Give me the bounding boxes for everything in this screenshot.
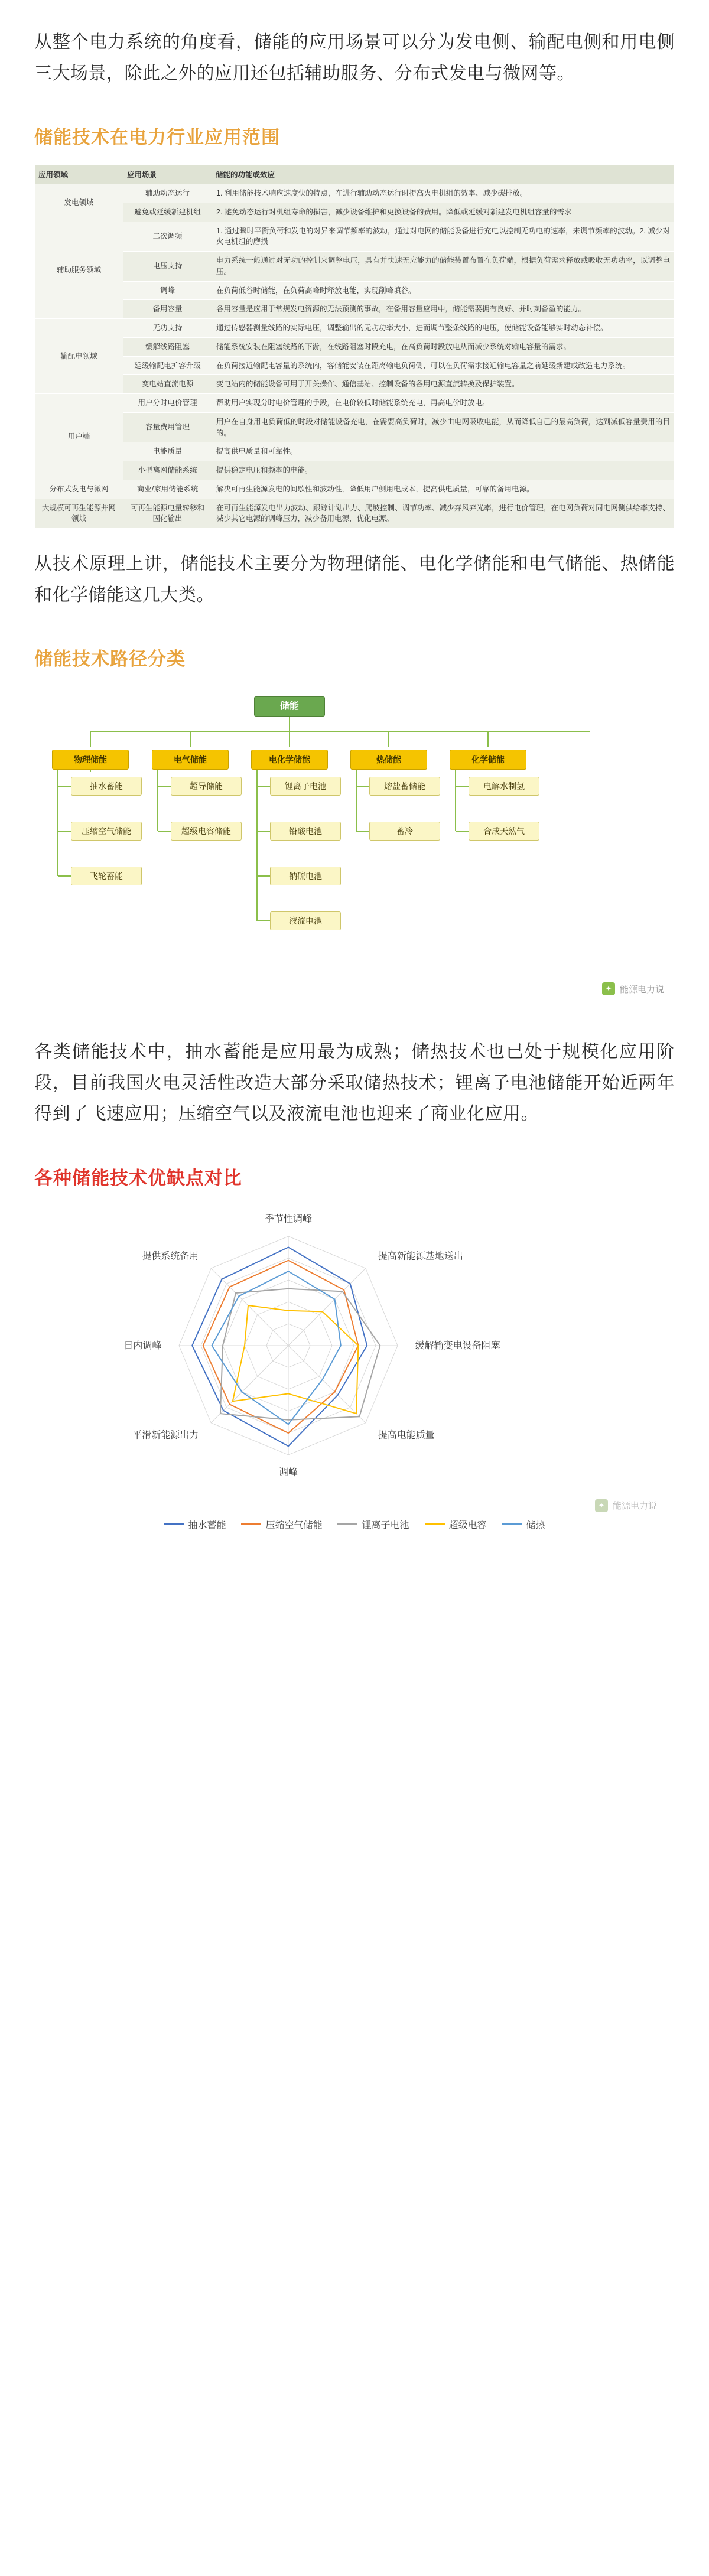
flow-node-leaf: 液流电池 [270,911,341,930]
svg-text:提高新能源基地送出: 提高新能源基地送出 [378,1250,463,1261]
table-row [35,480,675,499]
table-row [35,252,675,282]
cell-function: 帮助用户实现分时电价管理的手段，在电价较低时储能系统充电，再高电价时放电。 [212,394,675,413]
table-head [35,165,675,184]
cell-domain: 输配电领域 [35,319,123,394]
cell-function: 提高供电质量和可靠性。 [212,442,675,461]
watermark-flow [602,982,664,995]
table-row [35,394,675,413]
cell-scenario: 商业/家用储能系统 [123,480,212,499]
watermark-label: 能源电力说 [619,984,664,995]
cell-scenario: 容量费用管理 [123,412,212,442]
article-page [0,27,709,1571]
wechat-icon: ✦ [595,1499,608,1512]
flow-node-leaf: 压缩空气储能 [71,822,142,841]
cell-scenario: 辅助动态运行 [123,184,212,203]
cell-scenario: 备用容量 [123,300,212,319]
table-row [35,356,675,375]
table-header-domain: 应用领域 [35,165,123,184]
cell-scenario: 可再生能源电量转移和固化输出 [123,499,212,529]
cell-function: 储能系统安装在阻塞线路的下游，在线路阻塞时段充电，在高负荷时段放电从而减少系统对输电容量的需求。 [212,337,675,356]
flow-node-leaf: 超级电容储能 [171,822,242,841]
cell-function: 电力系统一般通过对无功的控制来调整电压，具有并快速无应能力的储能装置布置在负荷端，根据负荷需求释放或吸收无功功率，以调整电压。 [212,252,675,282]
table-row [35,184,675,203]
table-row [35,337,675,356]
cell-function: 变电站内的储能设备可用于开关操作、通信基站、控制设备的各用电源直流转换及保护装置。 [212,375,675,394]
table-row [35,222,675,252]
section-title-radar: 各种储能技术优缺点对比 [34,1167,242,1188]
application-scope-table [34,164,675,529]
legend-label: 抽水蓄能 [188,1520,226,1530]
cell-function: 2. 避免动态运行对机组寿命的损害，减少设备维护和更换设备的费用。降低或延缓对新建发电机组容量的需求 [212,203,675,222]
cell-function: 1. 通过瞬时平衡负荷和发电的对异来调节频率的波动，通过对电网的储能设备进行充电以控制无功电的速率，来调节频率的波动。2. 减少对火电机组的磨损 [212,222,675,252]
flow-connectors [34,686,675,1017]
table-row [35,281,675,300]
cell-scenario: 电压支持 [123,252,212,282]
flow-node-root: 储能 [254,696,325,717]
table-row [35,319,675,338]
flow-node-leaf: 飞轮蓄能 [71,867,142,885]
flow-node-branch-physical: 物理储能 [52,750,129,770]
flow-node-branch-chemical: 化学储能 [450,750,526,770]
cell-domain: 发电领域 [35,184,123,222]
flow-node-leaf: 抽水蓄能 [71,777,142,796]
section-title-table: 储能技术在电力行业应用范围 [34,127,280,148]
watermark-label: 能源电力说 [612,1501,657,1511]
table-row [35,300,675,319]
svg-text:平滑新能源出力: 平滑新能源出力 [132,1430,199,1441]
legend-item [241,1517,322,1531]
cell-domain: 辅助服务领域 [35,222,123,319]
radar-canvas [34,1205,675,1512]
table-row [35,412,675,442]
flow-node-leaf: 合成天然气 [469,822,539,841]
cell-scenario: 调峰 [123,281,212,300]
legend-label: 锂离子电池 [362,1520,409,1530]
legend-swatch [337,1523,357,1525]
intro-paragraph-3: 各类储能技术中，抽水蓄能是应用最为成熟；储热技术也已处于规模化应用阶段，目前我国火电灵活性改造大部分采取储热技术；锂离子电池储能开始近两年得到了飞速应用；压缩空气以及液流电池也迎来了商业化应用。 [34,1042,675,1123]
table-row [35,442,675,461]
svg-text:缓解输变电设备阻塞: 缓解输变电设备阻塞 [415,1340,500,1351]
legend-label: 压缩空气储能 [265,1520,323,1530]
legend-item [425,1517,487,1531]
cell-function: 在负荷接近输配电容量的系统内，容储能安装在距离输电负荷侧，可以在负荷需求接近输电容量之前延缓新建或改造电力系统。 [212,356,675,375]
technology-taxonomy-diagram [34,686,675,1017]
legend-swatch [502,1523,522,1525]
flow-node-leaf: 电解水制氢 [469,777,539,796]
flow-node-branch-thermal: 热储能 [350,750,427,770]
cell-domain: 用户端 [35,394,123,480]
table-row [35,375,675,394]
cell-scenario: 二次调频 [123,222,212,252]
cell-domain: 分布式发电与微网 [35,480,123,499]
legend-item [502,1517,545,1531]
watermark-radar [595,1499,657,1512]
table-row [35,203,675,222]
flow-node-leaf: 超导储能 [171,777,242,796]
legend-item [337,1517,409,1531]
legend-label: 超级电容 [448,1520,487,1530]
cell-scenario: 小型离网储能系统 [123,461,212,480]
cell-domain: 大规模可再生能源并网领域 [35,499,123,529]
cell-function: 解决可再生能源发电的间歇性和波动性，降低用户侧用电成本，提高供电质量，可靠的备用电源。 [212,480,675,499]
legend-label: 储热 [526,1520,545,1530]
cell-scenario: 避免或延缓新建机组 [123,203,212,222]
wechat-icon: ✦ [602,982,615,995]
svg-text:季节性调峰: 季节性调峰 [264,1213,313,1224]
flow-node-leaf: 钠硫电池 [270,867,341,885]
table-row [35,461,675,480]
flow-node-leaf: 锂离子电池 [270,777,341,796]
flow-node-branch-electrical: 电气储能 [152,750,229,770]
table-header-row [35,165,675,184]
legend-swatch [241,1523,261,1525]
legend-swatch [425,1523,445,1525]
section-title-flow: 储能技术路径分类 [34,649,186,669]
cell-function: 1. 利用储能技术响应速度快的特点，在进行辅助动态运行时提高火电机组的效率、减少碳排放。 [212,184,675,203]
legend-swatch [164,1523,184,1525]
table-body [35,184,675,529]
svg-text:提供系统备用: 提供系统备用 [142,1250,199,1261]
cell-scenario: 电能质量 [123,442,212,461]
cell-function: 用户在自身用电负荷低的时段对储能设备充电，在需要高负荷时，减少由电网吸收电能，从而降低自己的最高负荷，达到减低容量费用的目的。 [212,412,675,442]
cell-scenario: 延缓输配电扩容升级 [123,356,212,375]
cell-function: 通过传感器测量线路的实际电压，调整输出的无功功率大小，进而调节整条线路的电压，使储能设备能够实时动态补偿。 [212,319,675,338]
cell-scenario: 无功支持 [123,319,212,338]
radar-legend [34,1517,675,1531]
intro-paragraph-1: 从整个电力系统的角度看，储能的应用场景可以分为发电侧、输配电侧和用电侧三大场景，除此之外的应用还包括辅助服务、分布式发电与微网等。 [34,32,675,83]
cell-function: 在可再生能源发电出力波动、跟踪计划出力、爬坡控制、调节功率、减少弃风弃光率，进行电价管理，在电网负荷对同电网侧供给率支持、减少其它电源的调峰压力，减少备用电源，优化电源。 [212,499,675,529]
radar-chart [34,1205,675,1536]
table-row [35,499,675,529]
flow-node-leaf: 蓄冷 [369,822,440,841]
table-header-scenario: 应用场景 [123,165,212,184]
cell-scenario: 缓解线路阻塞 [123,337,212,356]
cell-scenario: 用户分时电价管理 [123,394,212,413]
cell-scenario: 变电站直流电源 [123,375,212,394]
cell-function: 提供稳定电压和频率的电能。 [212,461,675,480]
table-header-function: 储能的功能或效应 [212,165,675,184]
flow-node-leaf: 熔盐蓄储能 [369,777,440,796]
cell-function: 各用容量是应用于常规发电资源的无法预测的事故，在备用容量应用中，储能需要拥有良好、并时刻备盈的能力。 [212,300,675,319]
legend-item [164,1517,226,1531]
svg-text:日内调峰: 日内调峰 [123,1340,162,1351]
intro-paragraph-2: 从技术原理上讲，储能技术主要分为物理储能、电化学储能和电气储能、热储能和化学储能这几大类。 [34,554,675,605]
flow-node-leaf: 铅酸电池 [270,822,341,841]
svg-text:提高电能质量: 提高电能质量 [378,1430,435,1441]
svg-text:调峰: 调峰 [278,1467,298,1478]
flow-node-branch-electrochemical: 电化学储能 [251,750,328,770]
cell-function: 在负荷低谷时储能，在负荷高峰时释放电能，实现削峰填谷。 [212,281,675,300]
